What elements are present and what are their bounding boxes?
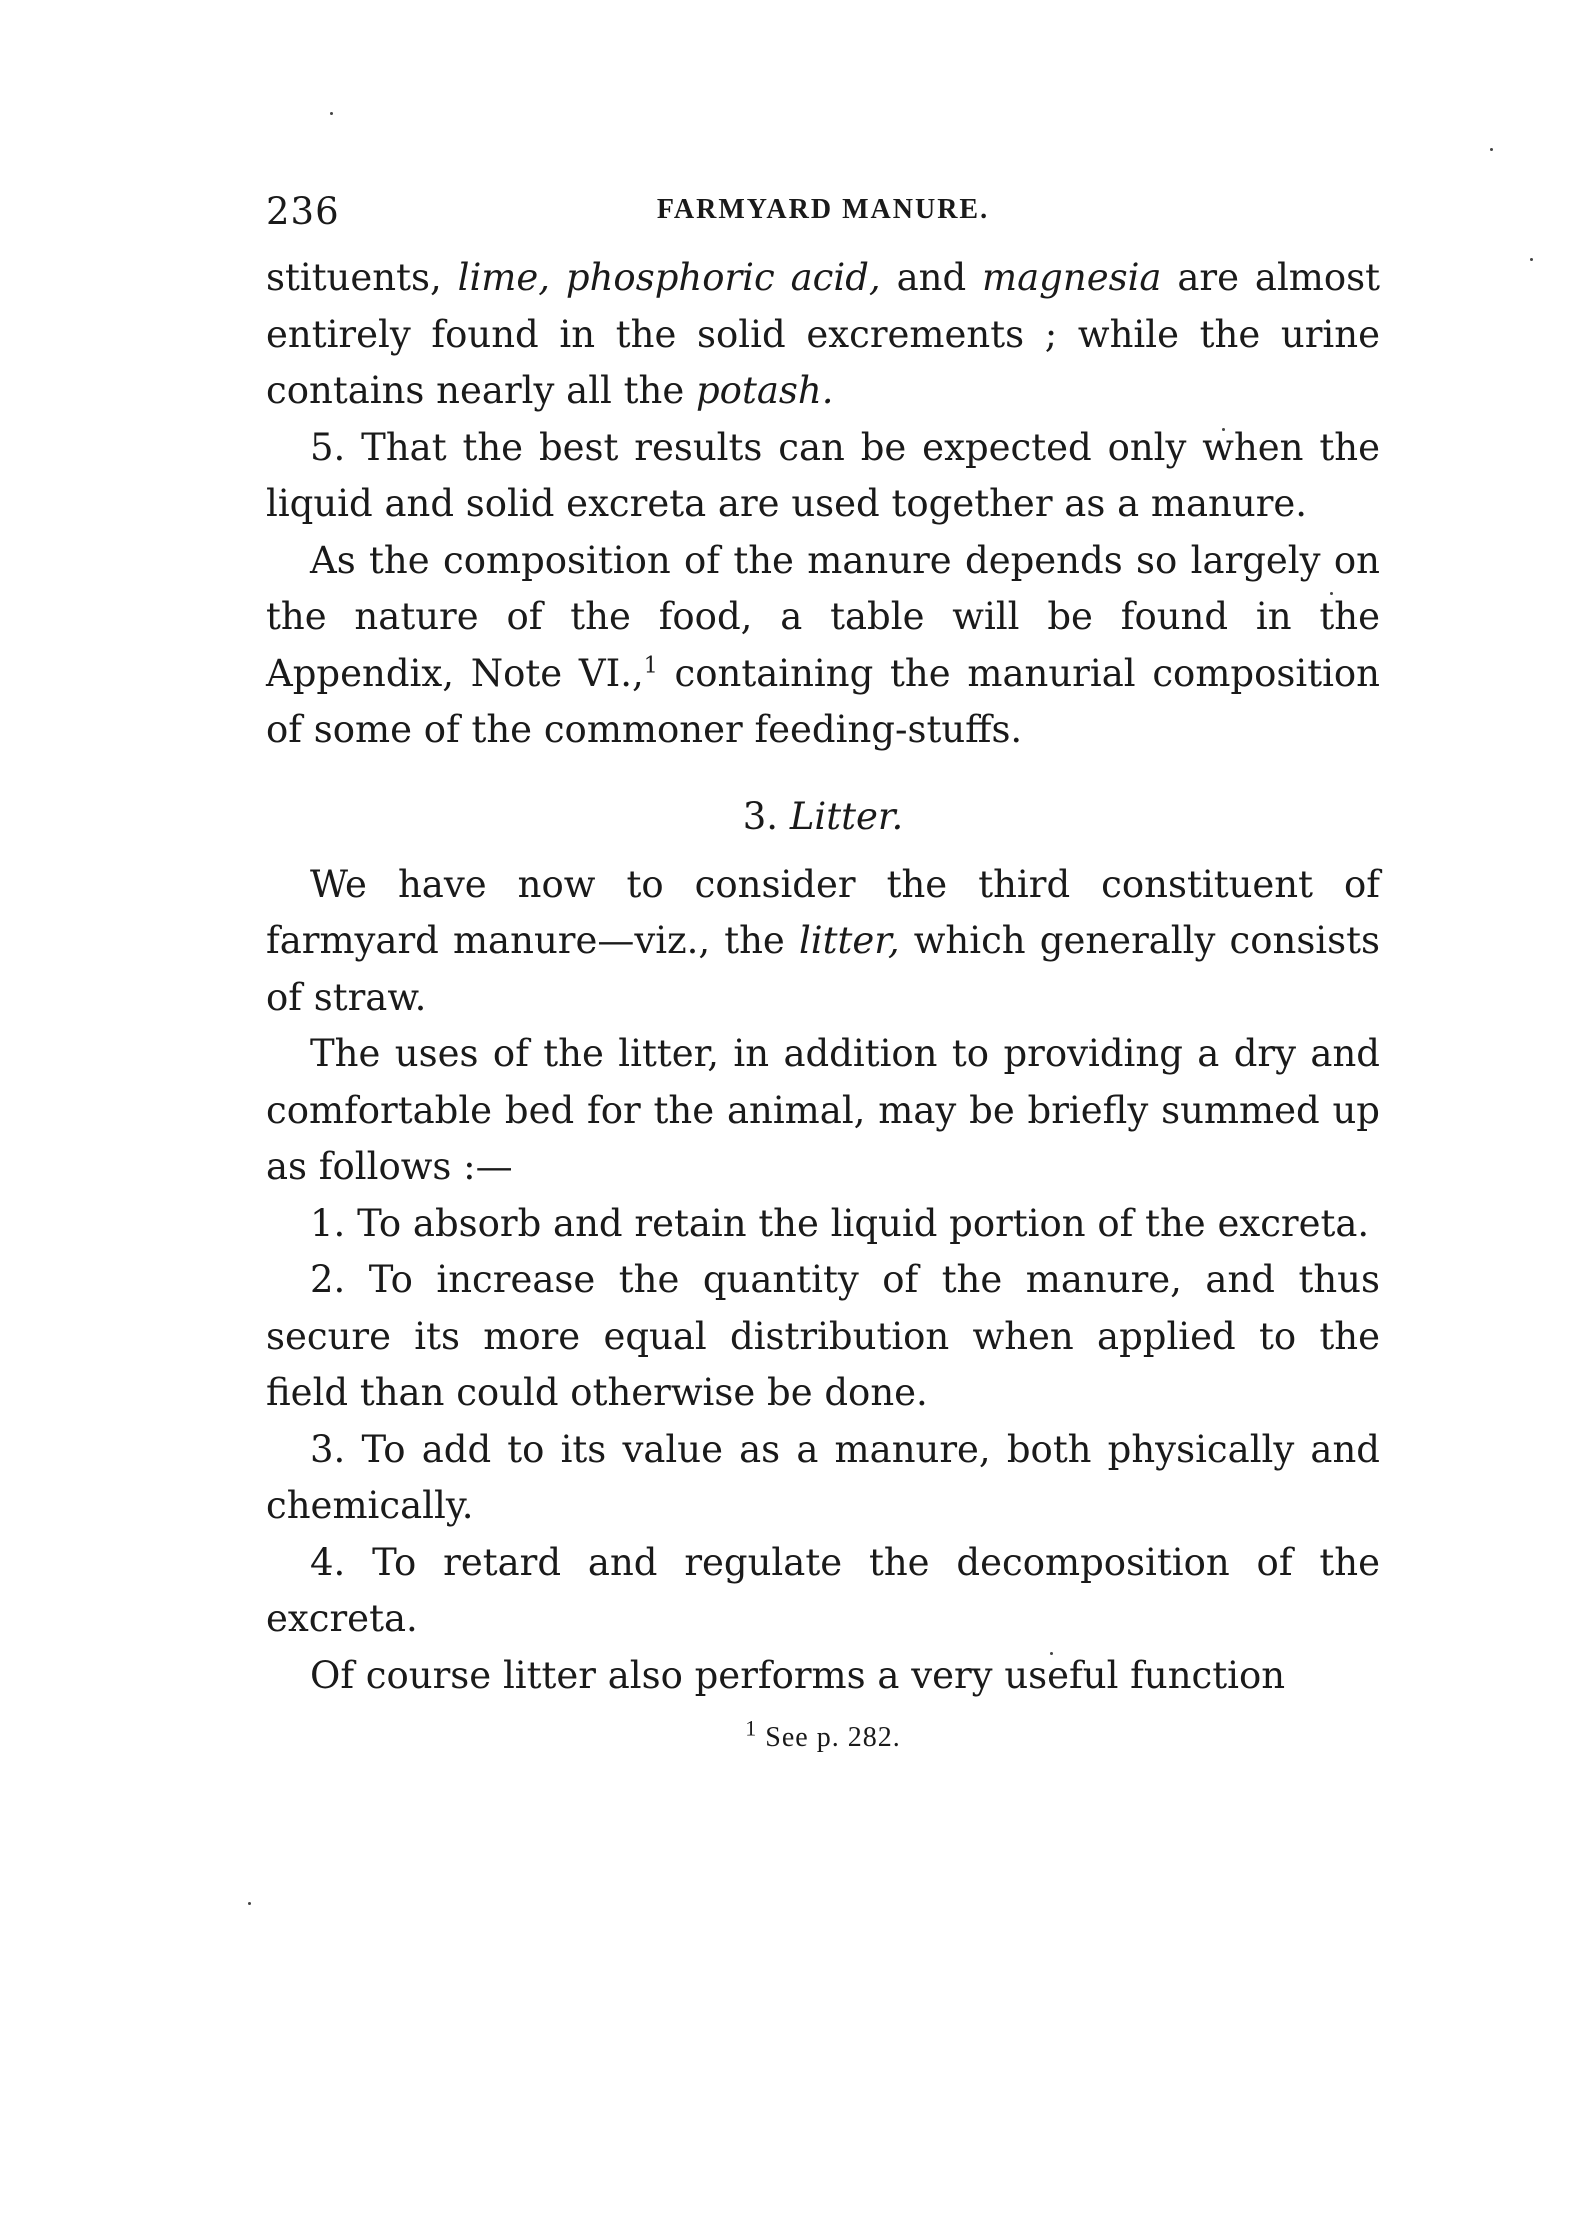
section-heading: [266, 789, 1380, 845]
footnote-reference: 1: [643, 653, 658, 679]
print-speck: [330, 112, 333, 115]
footnote-marker: 1: [745, 1715, 758, 1741]
section-title: Litter.: [789, 794, 904, 838]
paragraph-litter-intro: [266, 857, 1380, 1027]
footnote-text: See p. 282.: [757, 1722, 901, 1753]
text-run: stituents,: [266, 256, 458, 299]
list-item: 2. To increase the quantity of the manure, and thus secure its more equal distribution when applied to the field than could otherwise be done.: [266, 1258, 1380, 1414]
paragraph-composition: [266, 533, 1380, 759]
list-item: 4. To retard and regulate the decomposition of the excreta.: [266, 1540, 1380, 1640]
text-run: containing the manurial composition of some of the commoner feeding-stuffs.: [266, 651, 1381, 751]
italic-term: potash.: [695, 369, 834, 412]
text-run: are almost entirely found in the solid excrements ; while the urine contains nearly all the: [266, 256, 1380, 412]
running-head: FARMYARD MANURE.: [656, 194, 990, 225]
paragraph-point-5: 5. That the best results can be expected only when the liquid and solid excreta are used together as a manure.: [266, 425, 1380, 525]
text-run: and: [880, 256, 983, 299]
book-page: [266, 180, 1380, 1754]
page-number: 236: [266, 190, 340, 233]
text-run: We have now to consider the third constituent of farmyard manure—viz., the: [266, 862, 1380, 962]
italic-term: magnesia: [982, 256, 1162, 299]
list-item: 3. To add to its value as a manure, both physically and chemically.: [266, 1427, 1380, 1527]
print-speck: [248, 1902, 251, 1905]
paragraph-continuation: [266, 250, 1380, 420]
text-run: As the composition of the manure depends so largely on the nature of the food, a table will be found in the Appendix, Note VI.,: [266, 538, 1380, 695]
page-header: [266, 180, 1380, 250]
paragraph-function: Of course litter also performs a very useful function: [310, 1653, 1286, 1697]
footnote: [266, 1715, 1380, 1754]
italic-term: lime, phosphoric acid,: [457, 256, 881, 299]
text-run: which generally consists of straw.: [266, 919, 1380, 1019]
page-body: [266, 250, 1380, 1704]
list-item: 1. To absorb and retain the liquid portion of the excreta.: [310, 1201, 1370, 1245]
print-speck: [1490, 148, 1493, 151]
section-number: 3.: [742, 794, 790, 838]
italic-term: litter,: [798, 919, 900, 962]
print-speck: [1530, 258, 1533, 261]
paragraph-litter-uses: The uses of the litter, in addition to providing a dry and comfortable bed for the animal, may be briefly summed up as follows :—: [266, 1032, 1380, 1188]
